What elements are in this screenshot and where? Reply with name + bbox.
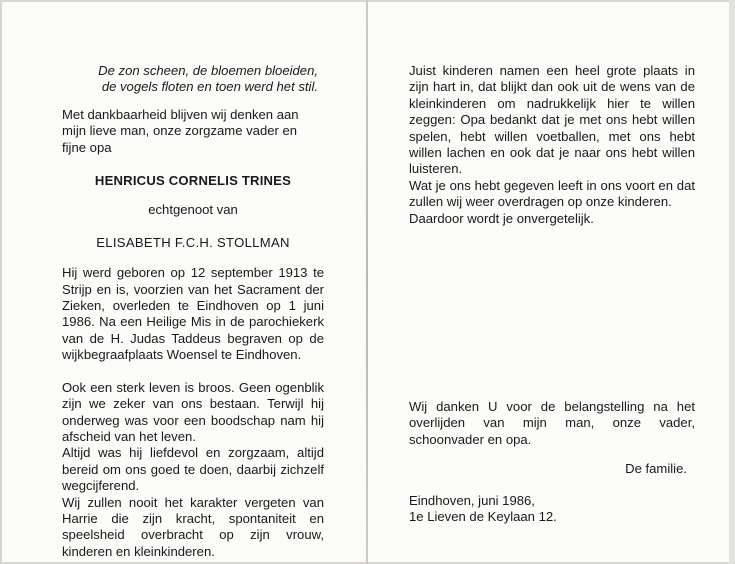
paragraph: Juist kinderen namen een heel grote plaats in zijn hart in, dat blijkt dan ook uit de wens van de kleinkinderen om nadrukkelijk hier te willen zeggen: Opa bedankt dat je met ons hebt willen spelen, hebt willen voetballen, met ons hebt willen lachen en ook dat je naar ons hebt willen luisteren. xyxy=(409,63,695,177)
address: 1e Lieven de Keylaan 12. xyxy=(409,509,557,525)
card-edge xyxy=(729,0,735,564)
left-panel xyxy=(62,63,324,560)
biography: Hij werd geboren op 12 september 1913 te Strijp en is, voorzien van het Sacrament der Zieken, overleden te Eindhoven op 1 juni 1986. Na een Heilige Mis in de parochiekerk van de H. Judas Taddeus begraven op de wijkbegraafplaats Woensel te Eindhoven. xyxy=(62,265,324,363)
paragraph: Daardoor wordt je onvergetelijk. xyxy=(409,210,594,226)
signature: De familie. xyxy=(625,461,687,476)
paragraph: Wij zullen nooit het karakter vergeten van Harrie die zijn kracht, spontaniteit en speelsheid overbracht op zijn vrouw, kinderen en kleinkinderen. xyxy=(62,494,324,559)
card-fold xyxy=(366,0,368,564)
right-panel xyxy=(409,63,695,227)
place-and-address xyxy=(409,493,695,526)
poem-line: De zon scheen, de bloemen bloeiden, xyxy=(98,63,318,78)
spouse-label: echtgenoot van xyxy=(148,202,238,218)
paragraph: Wat je ons hebt gegeven leeft in ons voort en dat zullen wij weer overdragen op onze kinderen. xyxy=(409,177,695,210)
intro-text: Met dankbaarheid blijven wij denken aan mijn lieve man, onze zorgzame vader en fijne opa xyxy=(62,106,299,155)
paragraph: Ook een sterk leven is broos. Geen ogenblik zijn we zeker van ons bestaan. Terwijl hij onderweg was voor een boodschap nam hij afscheid van het leven. xyxy=(62,379,324,444)
poem-line: de vogels floten en toen werd het stil. xyxy=(101,79,318,95)
place-date: Eindhoven, juni 1986, xyxy=(409,493,535,508)
deceased-name: HENRICUS CORNELIS TRINES xyxy=(94,173,292,189)
paragraph: Altijd was hij liefdevol en zorgzaam, altijd bereid om ons goed te doen, daarbij zichzelf wegcijferend. xyxy=(62,445,324,494)
poem xyxy=(62,63,318,96)
thanks-text: Wij danken U voor de belangstelling na het overlijden van mijn man, onze vader, schoonvader en opa. xyxy=(409,399,695,447)
spouse-name: ELISABETH F.C.H. STOLLMAN xyxy=(96,234,290,250)
